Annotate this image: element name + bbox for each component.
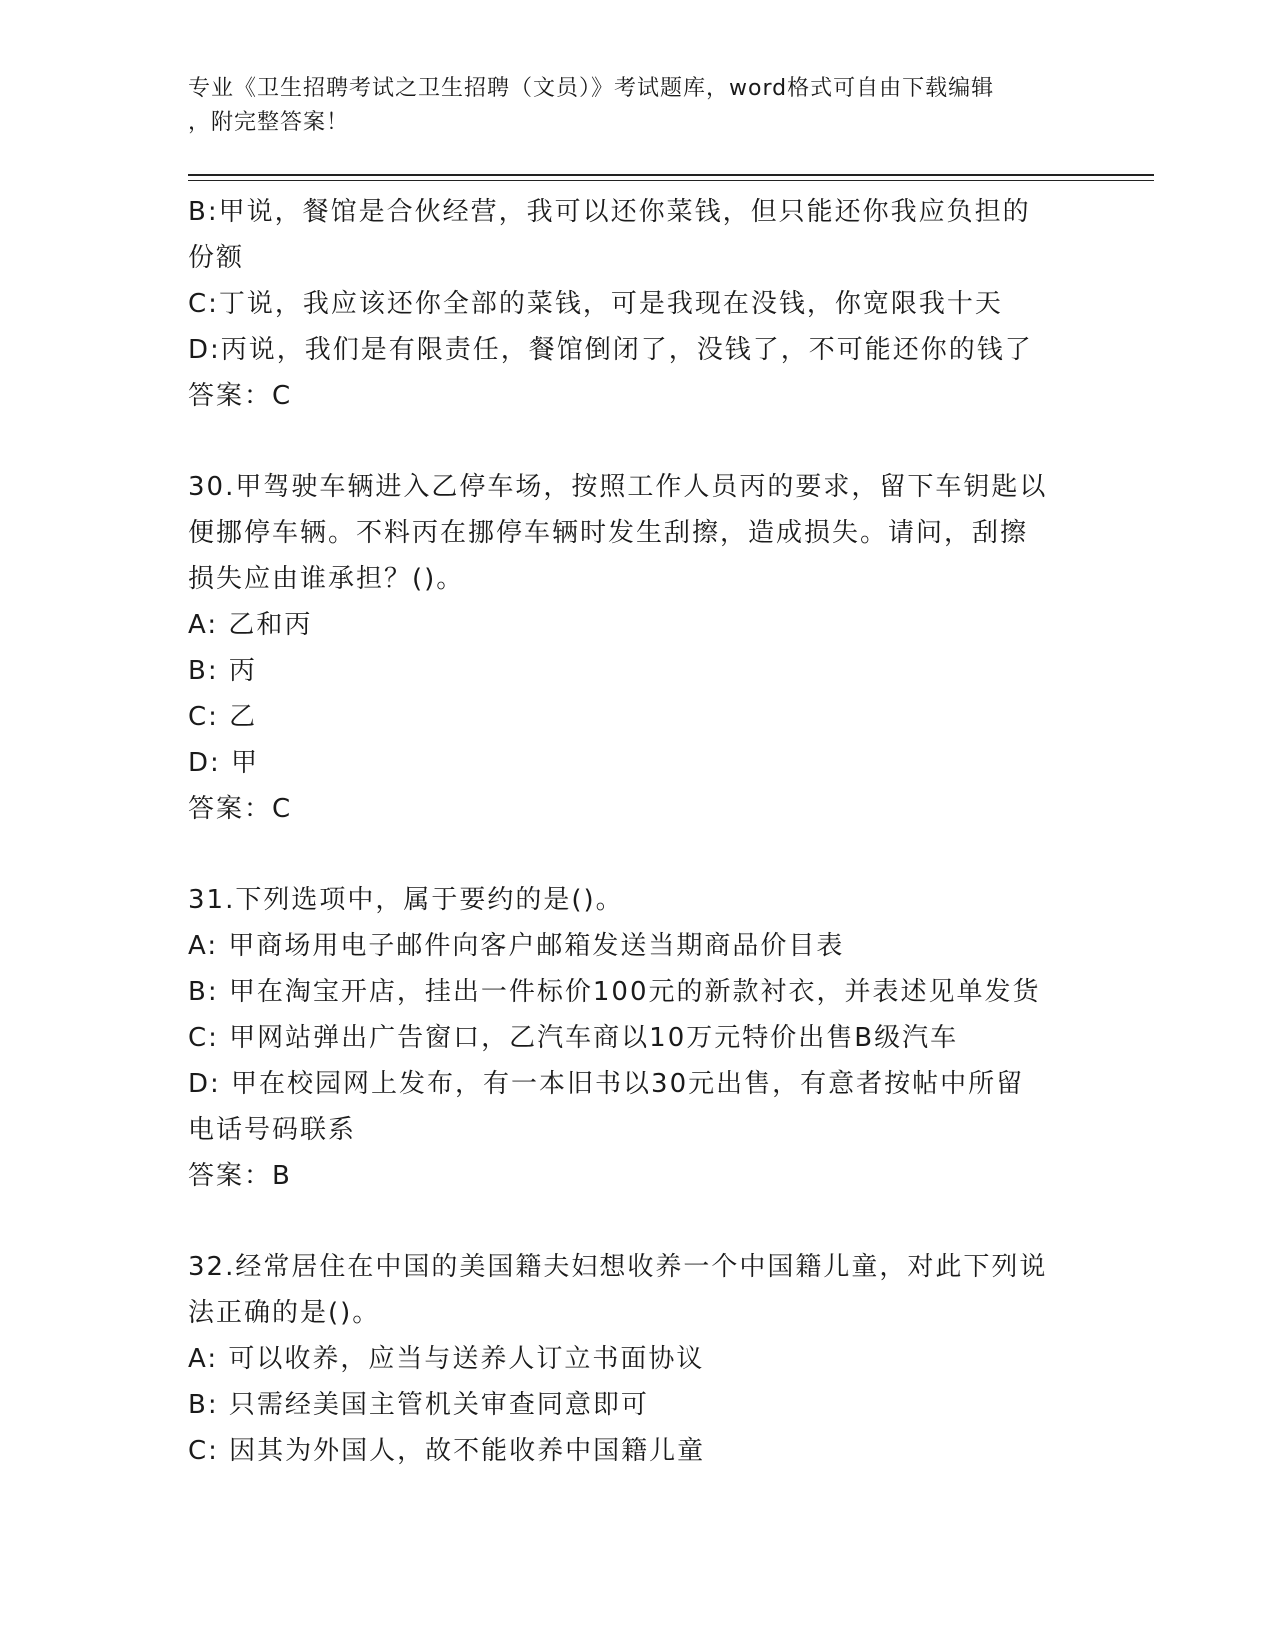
option-a: A: 可以收养，应当与送养人订立书面协议 xyxy=(188,1344,705,1374)
question-stem: 31.下列选项中，属于要约的是()。 xyxy=(188,885,624,915)
option-a: A: 乙和丙 xyxy=(188,610,313,640)
option-c: C: 因其为外国人，故不能收养中国籍儿童 xyxy=(188,1436,706,1466)
option-label: D: xyxy=(188,335,221,365)
question-stem: 损失应由谁承担？()。 xyxy=(188,564,465,594)
option-d-continued: 电话号码联系 xyxy=(188,1115,357,1145)
question-30 xyxy=(188,464,1088,832)
document-header xyxy=(188,72,1068,140)
option-label: C: xyxy=(188,289,219,319)
option-b: B: 只需经美国主管机关审查同意即可 xyxy=(188,1390,649,1420)
option-line-continued: 份额 xyxy=(188,243,245,273)
option-d: D: 甲在校园网上发布，有一本旧书以30元出售，有意者按帖中所留 xyxy=(188,1069,1025,1099)
carry-over-block xyxy=(188,189,1088,419)
question-31 xyxy=(188,877,1088,1199)
option-line xyxy=(188,281,1088,327)
option-line xyxy=(188,327,1088,373)
question-content xyxy=(188,189,1088,1474)
option-text: 丁说，我应该还你全部的菜钱，可是我现在没钱，你宽限我十天 xyxy=(218,289,1003,319)
question-stem: 法正确的是()。 xyxy=(188,1298,381,1328)
option-label: B: xyxy=(188,197,219,227)
answer-line: 答案：C xyxy=(188,794,293,824)
option-d: D: 甲 xyxy=(188,748,260,778)
question-stem: 便挪停车辆。不料丙在挪停车辆时发生刮擦，造成损失。请问，刮擦 xyxy=(188,518,1029,548)
header-line-1: 专业《卫生招聘考试之卫生招聘（文员）》考试题库，word格式可自由下载编辑 xyxy=(188,76,995,101)
answer-line: 答案：C xyxy=(188,381,293,411)
header-rule-thick xyxy=(188,174,1154,176)
option-b: B: 丙 xyxy=(188,656,257,686)
option-c: C: 乙 xyxy=(188,702,258,732)
option-line xyxy=(188,189,1088,235)
question-32 xyxy=(188,1244,1088,1474)
header-line-2: ，附完整答案！ xyxy=(188,110,350,135)
option-b: B: 甲在淘宝开店，挂出一件标价100元的新款衬衣，并表述见单发货 xyxy=(188,977,1041,1007)
header-rule-thin xyxy=(188,180,1154,181)
option-text: 甲说，餐馆是合伙经营，我可以还你菜钱，但只能还你我应负担的 xyxy=(218,197,1031,227)
answer-line: 答案：B xyxy=(188,1161,292,1191)
option-a: A: 甲商场用电子邮件向客户邮箱发送当期商品价目表 xyxy=(188,931,845,961)
question-stem: 32.经常居住在中国的美国籍夫妇想收养一个中国籍儿童，对此下列说 xyxy=(188,1252,1048,1282)
option-text: 丙说，我们是有限责任，餐馆倒闭了，没钱了，不可能还你的钱了 xyxy=(220,335,1033,365)
option-c: C: 甲网站弹出广告窗口，乙汽车商以10万元特价出售B级汽车 xyxy=(188,1023,959,1053)
question-stem: 30.甲驾驶车辆进入乙停车场，按照工作人员丙的要求，留下车钥匙以 xyxy=(188,472,1048,502)
